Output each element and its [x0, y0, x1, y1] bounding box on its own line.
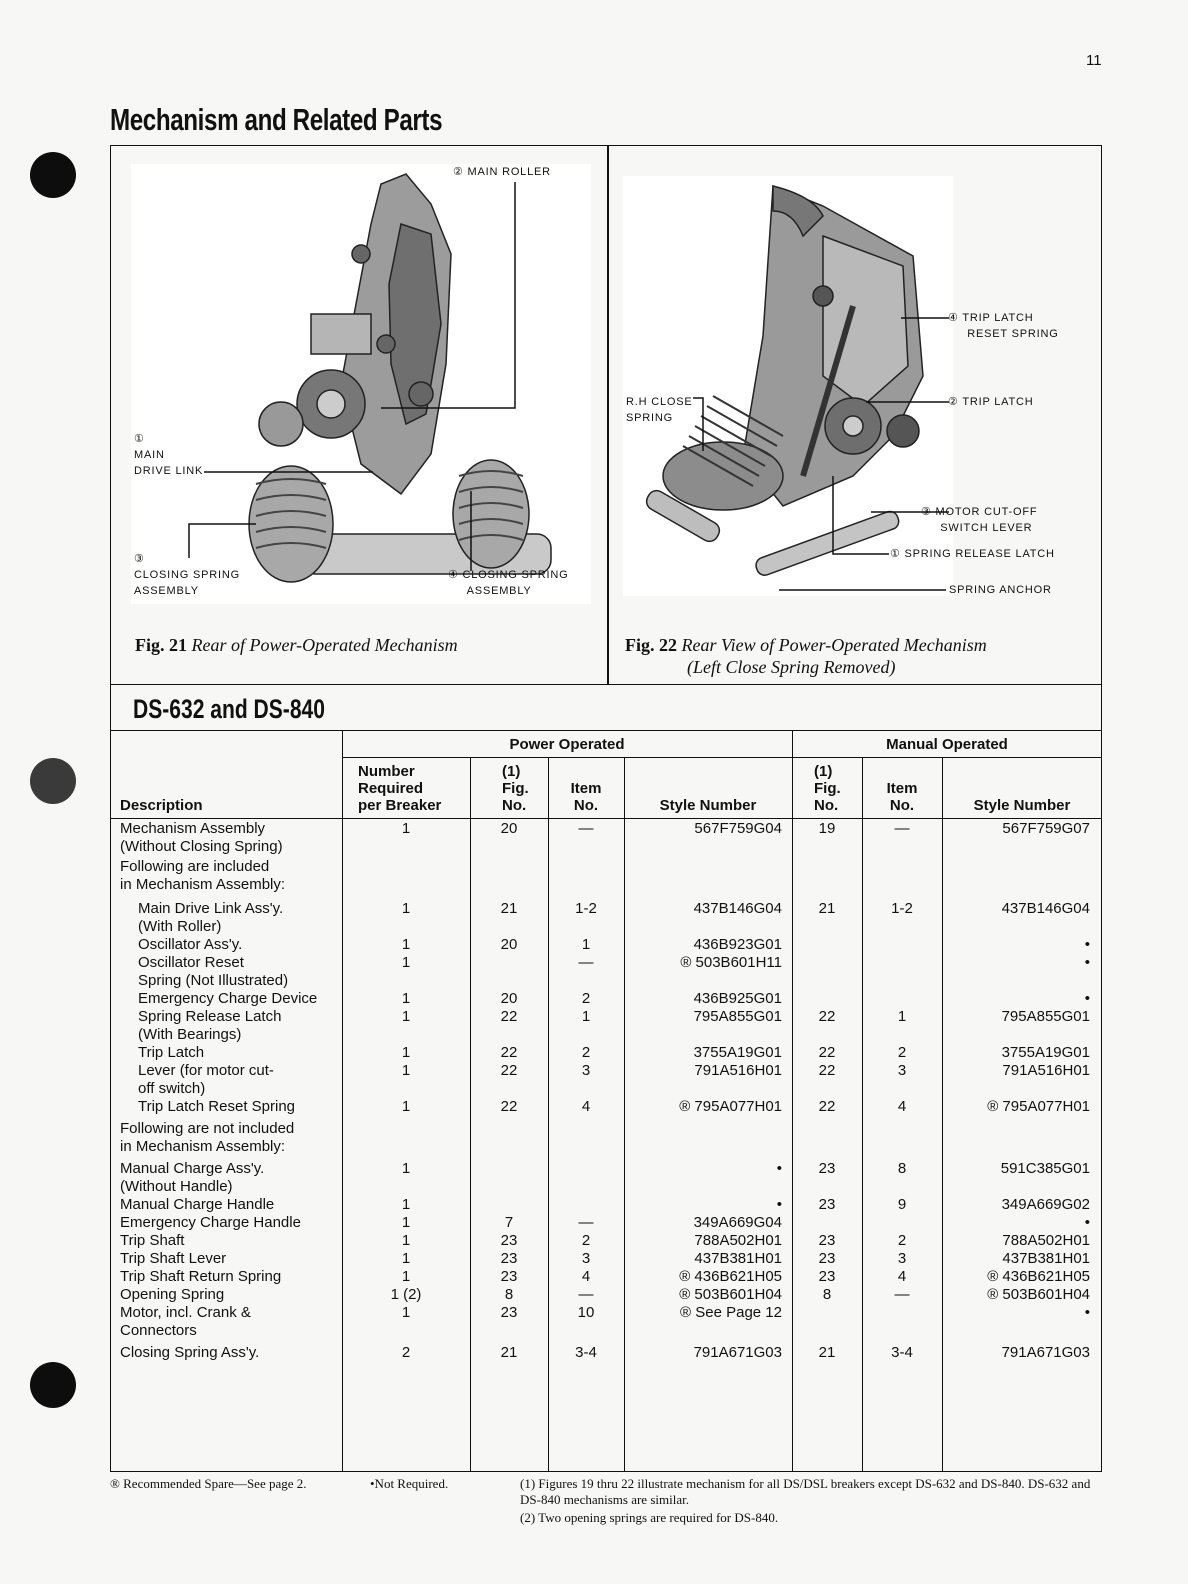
- group-power-operated: Power Operated: [509, 736, 625, 753]
- cell-power-style: 349A669G04: [693, 1214, 782, 1231]
- fig22-caption-text: Rear View of Power-Operated Mechanism: [681, 635, 987, 655]
- cell-manual-item: 2: [897, 1232, 907, 1249]
- cell-power-style: 3755A19G01: [693, 1044, 782, 1061]
- cell-description: Trip Shaft Lever: [120, 1250, 227, 1267]
- cell-manual-item: 9: [897, 1196, 907, 1213]
- cell-description: Emergency Charge Device: [138, 990, 318, 1007]
- callout-spring-anchor: SPRING ANCHOR: [949, 584, 1052, 596]
- cell-manual-fig: 19: [818, 820, 836, 837]
- group-manual-operated: Manual Operated: [886, 736, 1008, 753]
- cell-power-fig: 20: [500, 820, 518, 837]
- cell-description: Trip Latch Reset Spring: [138, 1098, 296, 1115]
- cell-power-item: 4: [581, 1098, 591, 1115]
- cell-description: Following are included in Mechanism Assembly:: [120, 858, 286, 893]
- cell-manual-style: 437B381H01: [1002, 1250, 1090, 1267]
- header-description: Description: [120, 797, 203, 814]
- cell-manual-style: •: [1084, 990, 1090, 1007]
- cell-manual-style: 791A671G03: [1001, 1344, 1090, 1361]
- cell-manual-style: ® 503B601H04: [987, 1286, 1090, 1303]
- binder-hole-bottom: [30, 1362, 76, 1408]
- fig21-number: Fig. 21: [135, 635, 187, 655]
- cell-power-item: 1: [581, 936, 591, 953]
- footnote-2: (2) Two opening springs are required for DS-840.: [520, 1510, 779, 1525]
- fig22-leader-lines: [111, 146, 1103, 686]
- cell-power-fig: 21: [500, 1344, 518, 1361]
- cell-manual-fig: 8: [822, 1286, 832, 1303]
- cell-description: Oscillator Reset Spring (Not Illustrated): [138, 954, 289, 989]
- cell-description: Trip Shaft Return Spring: [120, 1268, 282, 1285]
- header-number-required: Number Required per Breaker: [358, 763, 442, 814]
- cell-power-item: 2: [581, 1232, 591, 1249]
- cell-number-required: 1: [401, 1008, 411, 1025]
- cell-number-required: 1: [401, 900, 411, 917]
- callout-motor-cutoff-lever: ③ MOTOR CUT-OFF SWITCH LEVER: [921, 506, 1038, 534]
- cell-power-fig: 23: [500, 1250, 518, 1267]
- cell-description: Following are not included in Mechanism Assembly:: [120, 1120, 295, 1155]
- cell-manual-style: 437B146G04: [1001, 900, 1090, 917]
- cell-number-required: 1: [401, 1214, 411, 1231]
- cell-manual-fig: 23: [818, 1250, 836, 1267]
- cell-description: Closing Spring Ass'y.: [120, 1344, 260, 1361]
- cell-power-fig: 22: [500, 1008, 518, 1025]
- cell-power-item: 1: [581, 1008, 591, 1025]
- cell-manual-fig: 23: [818, 1268, 836, 1285]
- cell-manual-style: ® 436B621H05: [987, 1268, 1090, 1285]
- callout-main-drive-link: ① MAIN DRIVE LINK: [134, 433, 204, 477]
- cell-description: Emergency Charge Handle: [120, 1214, 301, 1231]
- cell-description: Motor, incl. Crank & Connectors: [120, 1304, 251, 1339]
- cell-manual-item: —: [894, 1286, 910, 1303]
- cell-number-required: 1 (2): [390, 1286, 422, 1303]
- cell-number-required: 1: [401, 1232, 411, 1249]
- cell-number-required: 1: [401, 936, 411, 953]
- cell-power-style: 791A671G03: [693, 1344, 782, 1361]
- figure-panel: [110, 145, 1102, 685]
- cell-manual-fig: 22: [818, 1098, 836, 1115]
- cell-number-required: 1: [401, 820, 411, 837]
- cell-power-fig: 21: [500, 900, 518, 917]
- cell-power-style: •: [776, 1160, 782, 1177]
- cell-power-item: 2: [581, 990, 591, 1007]
- table-title: DS-632 and DS-840: [133, 694, 325, 724]
- cell-manual-style: 349A669G02: [1001, 1196, 1090, 1213]
- cell-power-item: 1-2: [575, 900, 597, 917]
- cell-power-item: 3: [581, 1062, 591, 1079]
- cell-manual-fig: 22: [818, 1062, 836, 1079]
- cell-manual-style: 567F759G07: [1002, 820, 1090, 837]
- cell-number-required: 2: [401, 1344, 411, 1361]
- cell-manual-fig: 22: [818, 1044, 836, 1061]
- cell-power-style: 795A855G01: [693, 1008, 782, 1025]
- cell-manual-item: 3-4: [891, 1344, 913, 1361]
- cell-manual-item: 3: [897, 1062, 907, 1079]
- cell-manual-style: •: [1084, 1214, 1090, 1231]
- cell-power-item: 2: [581, 1044, 591, 1061]
- cell-power-fig: 20: [500, 990, 518, 1007]
- header-power-item: Item No.: [570, 780, 602, 814]
- cell-description: Mechanism Assembly (Without Closing Spring): [120, 820, 283, 855]
- cell-manual-item: —: [894, 820, 910, 837]
- cell-power-fig: 22: [500, 1062, 518, 1079]
- cell-manual-style: 3755A19G01: [1001, 1044, 1090, 1061]
- callout-trip-latch-reset-spring: ④ TRIP LATCH RESET SPRING: [948, 312, 1059, 340]
- cell-manual-fig: 21: [818, 1344, 836, 1361]
- cell-power-item: —: [578, 1286, 594, 1303]
- cell-power-fig: 23: [500, 1268, 518, 1285]
- cell-manual-item: 1-2: [891, 900, 913, 917]
- cell-manual-item: 4: [897, 1098, 907, 1115]
- cell-power-style: ® 503B601H04: [679, 1286, 782, 1303]
- fig22-caption-line2: (Left Close Spring Removed): [687, 657, 896, 677]
- cell-number-required: 1: [401, 1098, 411, 1115]
- header-power-style: Style Number: [659, 797, 757, 814]
- cell-description: Manual Charge Handle: [120, 1196, 275, 1213]
- cell-power-fig: 23: [500, 1304, 518, 1321]
- cell-power-fig: 8: [504, 1286, 514, 1303]
- footnote-recommended-spare: ® Recommended Spare—See page 2.: [110, 1476, 307, 1491]
- cell-number-required: 1: [401, 1268, 411, 1285]
- cell-power-item: 4: [581, 1268, 591, 1285]
- footnote-not-required: •Not Required.: [370, 1476, 449, 1491]
- cell-power-style: 567F759G04: [694, 820, 782, 837]
- cell-number-required: 1: [401, 1196, 411, 1213]
- cell-description: Main Drive Link Ass'y. (With Roller): [138, 900, 284, 935]
- cell-number-required: 1: [401, 1304, 411, 1321]
- cell-power-item: —: [578, 954, 594, 971]
- cell-power-style: 436B925G01: [693, 990, 782, 1007]
- cell-power-fig: 23: [500, 1232, 518, 1249]
- header-manual-fig: (1) Fig. No.: [814, 763, 841, 814]
- callout-closing-spring-right: ④ CLOSING SPRING ASSEMBLY: [448, 569, 569, 597]
- cell-power-style: 788A502H01: [694, 1232, 782, 1249]
- callout-spring-release-latch: ① SPRING RELEASE LATCH: [890, 548, 1055, 560]
- binder-hole-middle: [30, 758, 76, 804]
- cell-power-style: 437B381H01: [694, 1250, 782, 1267]
- callout-rh-close-spring: R.H CLOSE SPRING: [626, 396, 693, 424]
- cell-power-style: ® 436B621H05: [679, 1268, 782, 1285]
- callout-closing-spring-left: ③ CLOSING SPRING ASSEMBLY: [134, 553, 240, 597]
- cell-manual-item: 3: [897, 1250, 907, 1267]
- cell-manual-item: 8: [897, 1160, 907, 1177]
- cell-number-required: 1: [401, 1160, 411, 1177]
- cell-power-item: 3: [581, 1250, 591, 1267]
- cell-manual-fig: 23: [818, 1232, 836, 1249]
- cell-manual-style: 591C385G01: [1000, 1160, 1090, 1177]
- fig21-caption-text: Rear of Power-Operated Mechanism: [191, 635, 458, 655]
- cell-manual-style: •: [1084, 936, 1090, 953]
- cell-manual-item: 2: [897, 1044, 907, 1061]
- cell-power-fig: 22: [500, 1098, 518, 1115]
- cell-manual-fig: 23: [818, 1196, 836, 1213]
- header-manual-item: Item No.: [886, 780, 918, 814]
- cell-manual-style: ® 795A077H01: [987, 1098, 1090, 1115]
- cell-power-style: 436B923G01: [693, 936, 782, 953]
- cell-number-required: 1: [401, 1044, 411, 1061]
- cell-manual-fig: 22: [818, 1008, 836, 1025]
- cell-description: Trip Latch: [138, 1044, 205, 1061]
- cell-power-item: 10: [577, 1304, 595, 1321]
- cell-power-item: —: [578, 820, 594, 837]
- cell-number-required: 1: [401, 1250, 411, 1267]
- cell-description: Trip Shaft: [120, 1232, 185, 1249]
- cell-manual-style: 791A516H01: [1002, 1062, 1090, 1079]
- callout-main-roller: ② MAIN ROLLER: [453, 166, 551, 178]
- cell-number-required: 1: [401, 990, 411, 1007]
- cell-manual-fig: 21: [818, 900, 836, 917]
- cell-manual-style: •: [1084, 1304, 1090, 1321]
- callout-trip-latch: ② TRIP LATCH: [948, 396, 1034, 408]
- cell-power-style: 437B146G04: [693, 900, 782, 917]
- cell-description: Lever (for motor cut- off switch): [138, 1062, 274, 1097]
- cell-number-required: 1: [401, 954, 411, 971]
- cell-description: Manual Charge Ass'y. (Without Handle): [120, 1160, 265, 1195]
- table-top-rule: [110, 730, 1102, 731]
- cell-power-fig: 20: [500, 936, 518, 953]
- cell-power-item: —: [578, 1214, 594, 1231]
- cell-description: Spring Release Latch (With Bearings): [138, 1008, 282, 1043]
- cell-manual-style: 788A502H01: [1002, 1232, 1090, 1249]
- cell-description: Opening Spring: [120, 1286, 225, 1303]
- footnote-1: (1) Figures 19 thru 22 illustrate mechanism for all DS/DSL breakers except DS-632 and DS-840. DS-632 and DS-840 mechanisms are similar.: [520, 1476, 1091, 1507]
- cell-power-style: ® See Page 12: [680, 1304, 782, 1321]
- page-number: 11: [1086, 52, 1102, 69]
- header-power-fig: (1) Fig. No.: [502, 763, 529, 814]
- binder-hole-top: [30, 152, 76, 198]
- cell-manual-style: •: [1084, 954, 1090, 971]
- page-title: Mechanism and Related Parts: [110, 102, 443, 137]
- fig22-caption: [625, 634, 1095, 678]
- cell-power-style: •: [776, 1196, 782, 1213]
- cell-number-required: 1: [401, 1062, 411, 1079]
- cell-power-style: 791A516H01: [694, 1062, 782, 1079]
- group-header-rule: [342, 757, 1102, 758]
- cell-power-style: ® 795A077H01: [679, 1098, 782, 1115]
- cell-manual-fig: 23: [818, 1160, 836, 1177]
- cell-manual-item: 4: [897, 1268, 907, 1285]
- cell-power-fig: 7: [504, 1214, 514, 1231]
- cell-power-item: 3-4: [575, 1344, 597, 1361]
- cell-description: Oscillator Ass'y.: [138, 936, 243, 953]
- cell-manual-item: 1: [897, 1008, 907, 1025]
- cell-power-style: ® 503B601H11: [680, 954, 782, 971]
- header-manual-style: Style Number: [973, 797, 1071, 814]
- fig22-number: Fig. 22: [625, 635, 677, 655]
- cell-power-fig: 22: [500, 1044, 518, 1061]
- cell-manual-style: 795A855G01: [1001, 1008, 1090, 1025]
